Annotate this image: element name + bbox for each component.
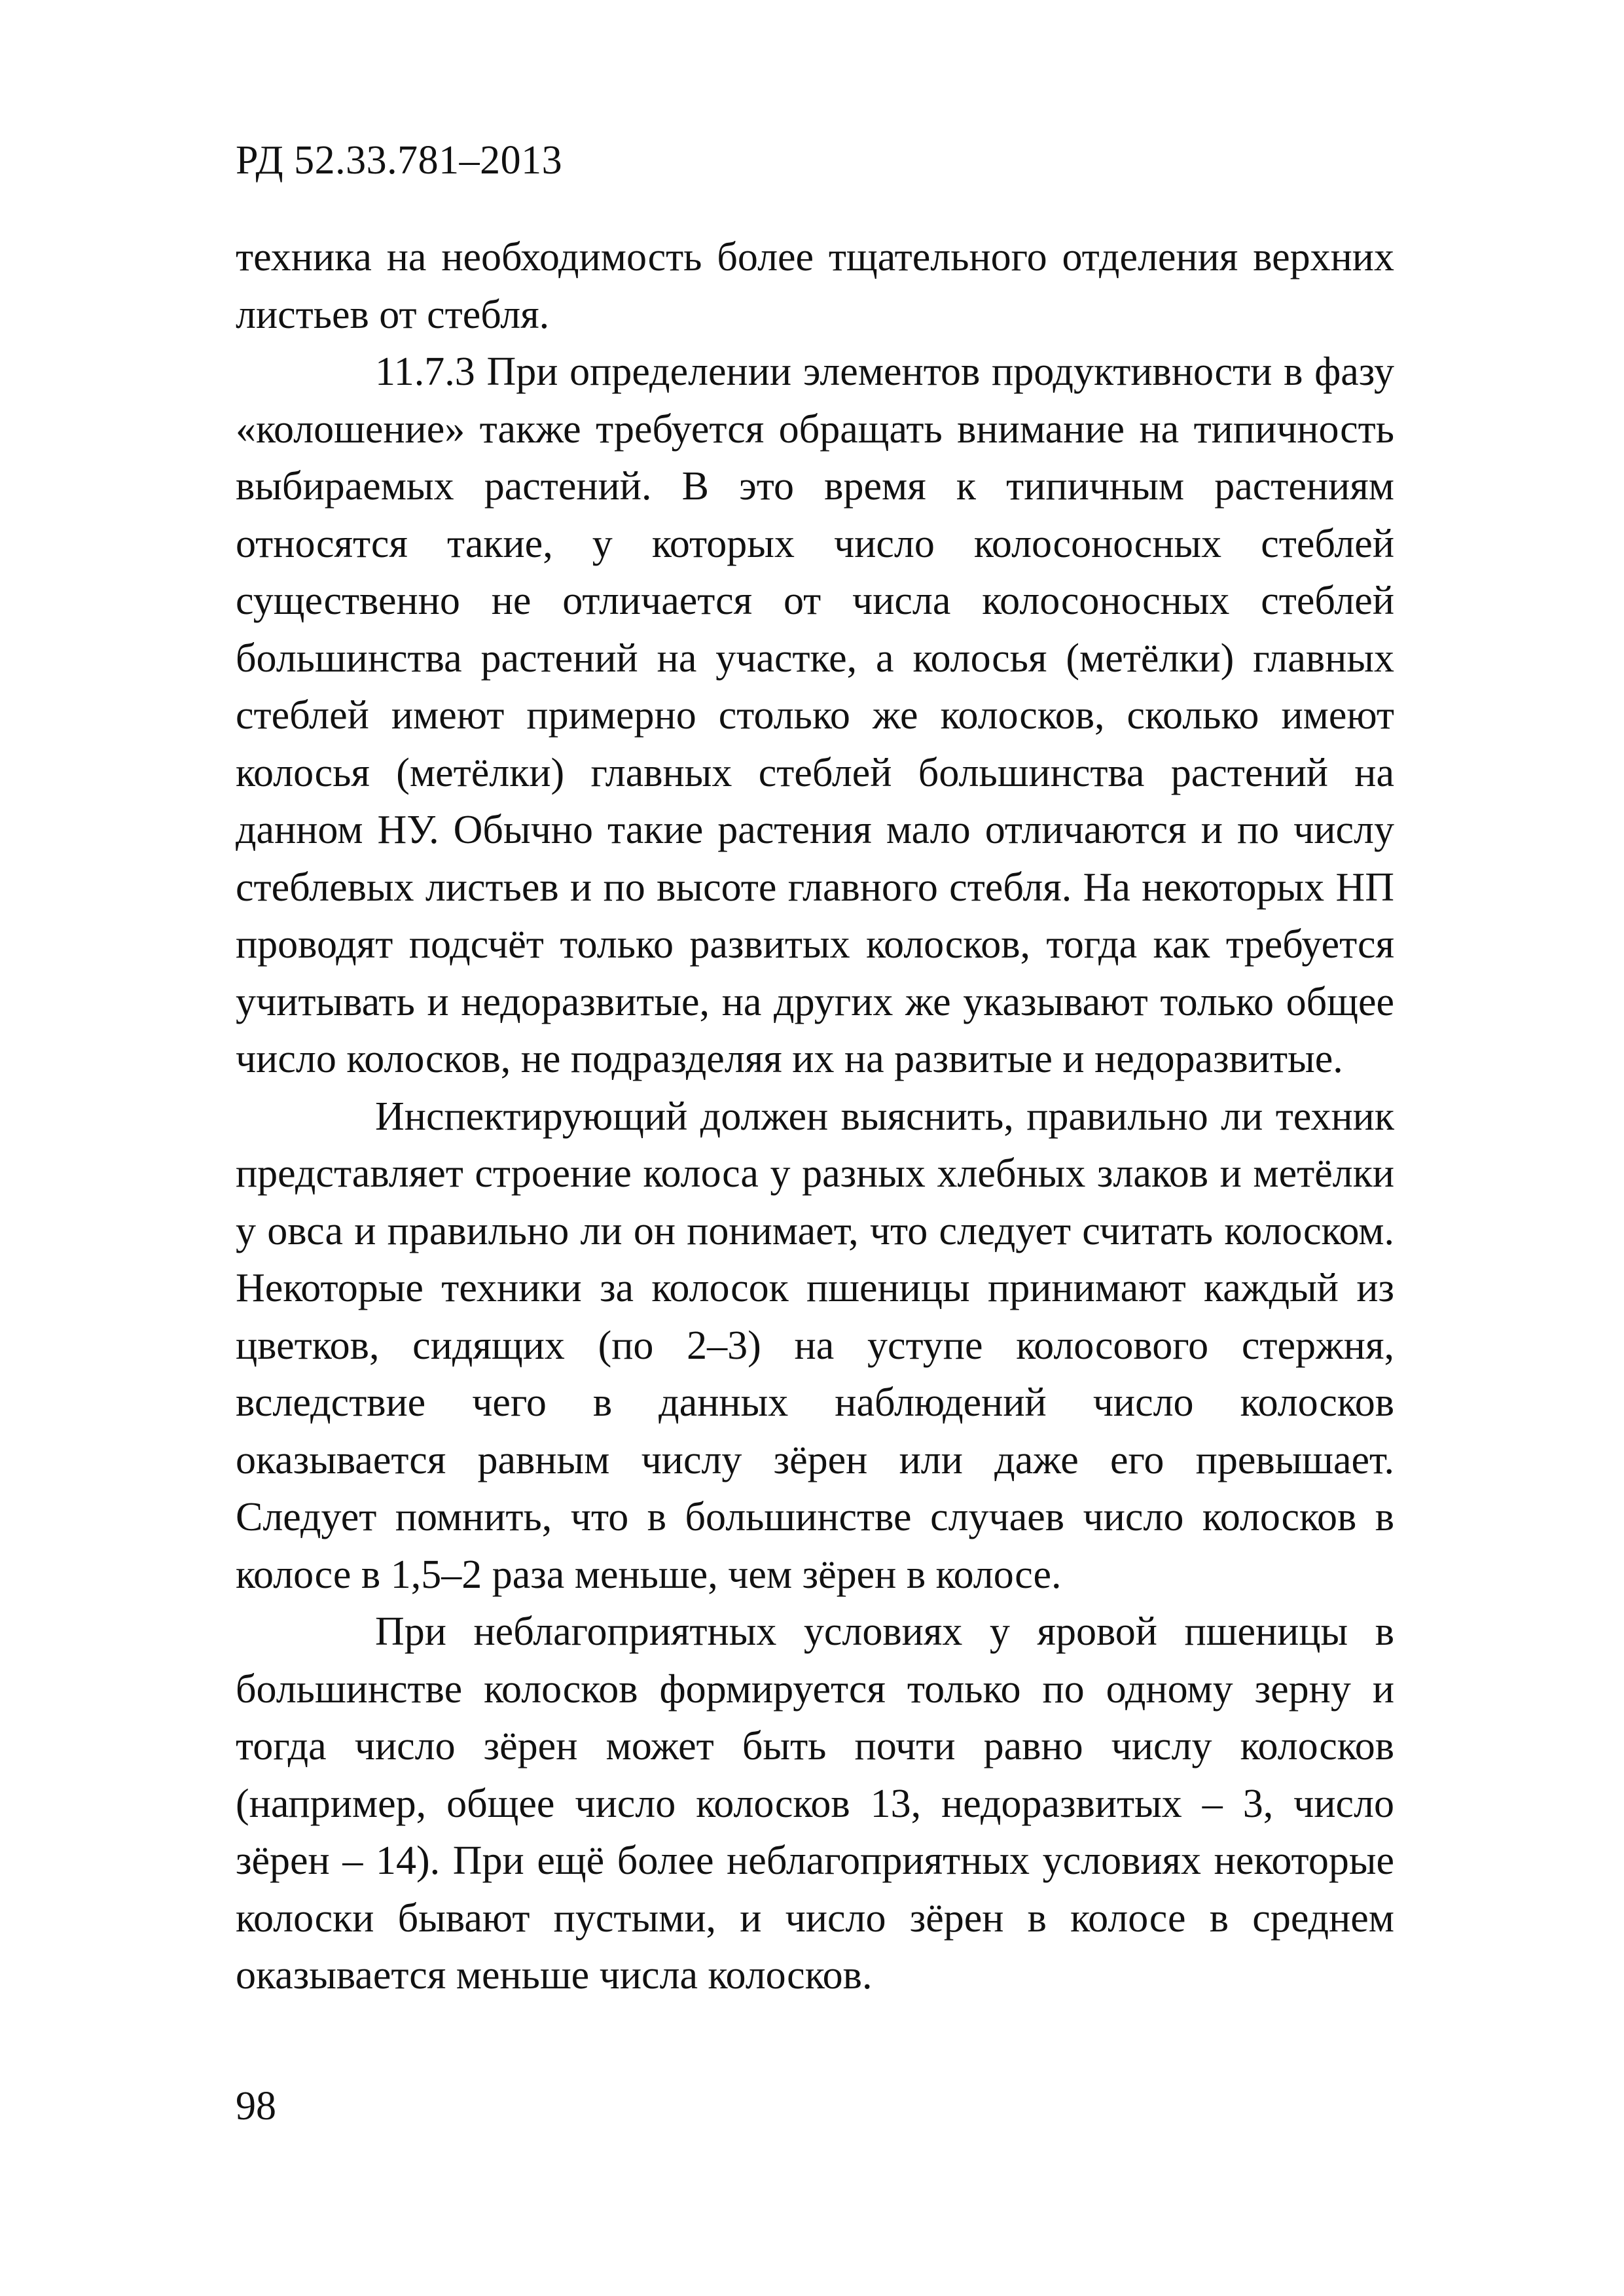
body-text [236,229,1394,2005]
page-number: 98 [236,2084,276,2128]
running-header-document-code: РД 52.33.781–2013 [236,138,563,183]
paragraph-continuation: техника на необходимость более тщательного отделения верхних листьев от стебля. [236,235,1394,337]
paragraph-section-11-7-3: 11.7.3 При определении элементов продуктивности в фазу «колошение» также требуется обращать внимание на типичность выбираемых растений. В это время к типичным растениям относятся такие, у которых число колосоносных стеблей существенно не отличается от числа колосоносных стеблей большинства растений на участке, а колосья (метёлки) главных стеблей имеют примерно столько же колосков, сколько имеют колосья (метёлки) главных стеблей большинства растений на данном НУ. Обычно такие растения мало отличаются и по числу стеблевых листьев и по высоте главного стебля. На некоторых НП проводят подсчёт только развитых колосков, тогда как требуется учитывать и недоразвитые, на других же указывают только общее число колосков, не подразделяя их на развитые и недоразвитые. [236,350,1394,1081]
paragraph-inspector: Инспектирующий должен выяснить, правильно ли техник представляет строение колоса у разных хлебных злаков и метёлки у овса и правильно ли он понимает, что следует считать колоском. Некоторые техники за колосок пшеницы принимают каждый из цветков, сидящих (по 2–3) на уступе колосового стержня, вследствие чего в данных наблюдений число колосков оказывается равным числу зёрен или даже его превышает. Следует помнить, что в большинстве случаев число колосков в колосе в 1,5–2 раза меньше, чем зёрен в колосе. [236,1094,1394,1597]
paragraph-unfavorable-conditions: При неблагоприятных условиях у яровой пшеницы в большинстве колосков формируется только по одному зерну и тогда число зёрен может быть почти равно числу колосков (например, общее число колосков 13, недоразвитых – 3, число зёрен – 14). При ещё более неблагоприятных условиях некоторые колоски бывают пустыми, и число зёрен в колосе в среднем оказывается меньше числа колосков. [236,1609,1394,1998]
